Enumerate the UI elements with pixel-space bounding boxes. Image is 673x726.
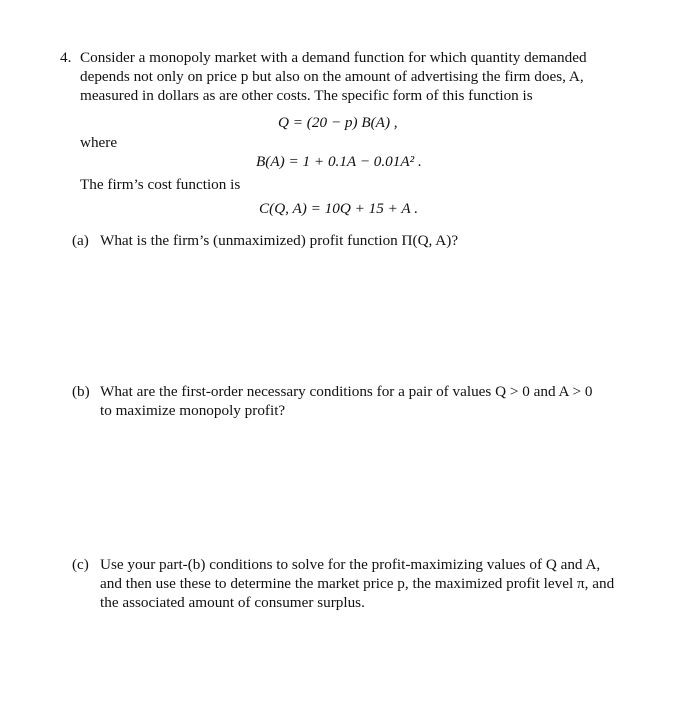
intro-line-2: depends not only on price p but also on the amount of advertising the firm does, A, — [80, 68, 584, 85]
part-b-label: (b) — [72, 383, 90, 400]
part-a-question: What is the firm’s (unmaximized) profit function Π(Q, A)? — [100, 232, 459, 249]
intro-line-1: Consider a monopoly market with a demand function for which quantity demanded — [80, 49, 587, 66]
demand-equation: Q = (20 − p) B(A) , — [278, 114, 398, 131]
part-c-question-line-2: and then use these to determine the market price p, the maximized profit level π, and — [100, 575, 615, 592]
part-b-question-line-1: What are the first-order necessary conditions for a pair of values Q > 0 and A > 0 — [100, 383, 593, 400]
part-c-question-line-3: the associated amount of consumer surplus. — [100, 594, 365, 611]
intro-line-3: measured in dollars as are other costs. The specific form of this function is — [80, 87, 533, 104]
part-c-label: (c) — [72, 556, 89, 573]
cost-equation: C(Q, A) = 10Q + 15 + A . — [259, 200, 419, 217]
problem-number: 4. — [60, 49, 72, 66]
part-b-question-line-2: to maximize monopoly profit? — [100, 402, 286, 419]
part-a-label: (a) — [72, 232, 89, 249]
part-c-question-line-1: Use your part-(b) conditions to solve for the profit-maximizing values of Q and A, — [100, 556, 601, 573]
cost-intro: The firm’s cost function is — [80, 176, 241, 193]
where-label: where — [80, 134, 118, 151]
advertising-equation: B(A) = 1 + 0.1A − 0.01A² . — [256, 153, 422, 170]
